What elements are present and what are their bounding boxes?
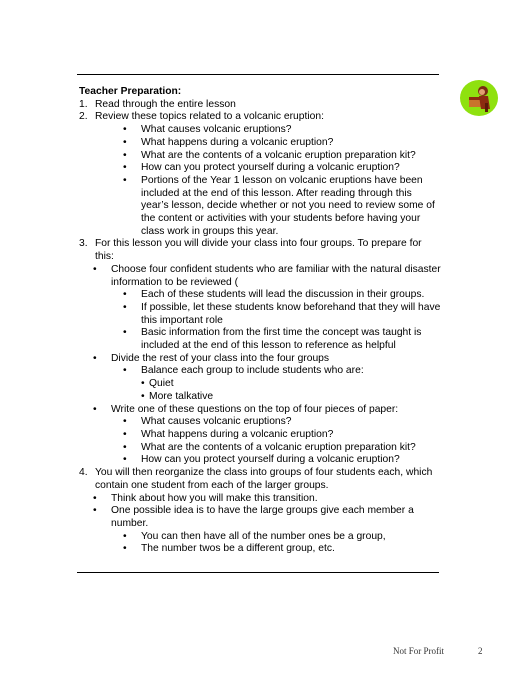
bullet-marker: • — [123, 149, 127, 161]
item-text: Divide the rest of your class into the four groups — [111, 352, 330, 364]
list-item — [79, 365, 441, 378]
list-item — [79, 404, 441, 417]
page-number: 2 — [478, 646, 483, 656]
bullet-marker: • — [123, 124, 127, 136]
list-item — [79, 175, 441, 239]
list-item — [79, 416, 441, 429]
item-text: One possible idea is to have the large groups give each member a number. — [111, 505, 414, 529]
list-item — [79, 493, 441, 506]
list-item — [79, 302, 441, 327]
bullet-marker: • — [123, 289, 127, 301]
list-item — [79, 124, 441, 137]
bullet-marker: • — [123, 530, 127, 542]
list-item — [79, 391, 441, 404]
bullet-marker: • — [123, 136, 127, 148]
list-item — [79, 531, 441, 544]
item-text: Basic information from the first time the concept was taught is included at the end of this lesson to reference as helpful — [141, 327, 422, 352]
list-item — [79, 353, 441, 366]
bullet-marker: • — [93, 403, 97, 415]
item-text: For this lesson you will divide your class into four groups. To prepare for this: — [95, 238, 422, 263]
item-text: What causes volcanic eruptions? — [141, 124, 292, 136]
teacher-preparation-section — [79, 86, 441, 556]
bullet-marker: • — [141, 390, 145, 402]
list-item — [79, 238, 441, 263]
list-item — [79, 543, 441, 556]
list-item — [79, 505, 441, 530]
bullet-marker: • — [93, 263, 97, 275]
item-number: 1. — [79, 98, 88, 110]
bullet-marker: • — [93, 505, 97, 517]
preparation-list — [79, 99, 441, 556]
bullet-marker: • — [123, 301, 127, 313]
footer-label: Not For Profit — [393, 646, 445, 656]
item-text: You can then have all of the number ones be a group, — [141, 530, 386, 542]
teacher-clipart-icon — [459, 79, 499, 117]
item-text: Write one of these questions on the top of four pieces of paper: — [111, 403, 399, 415]
bottom-rule — [77, 572, 439, 573]
list-item — [79, 454, 441, 467]
list-item — [79, 327, 441, 352]
item-text: What happens during a volcanic eruption? — [141, 428, 334, 440]
item-text: How can you protect yourself during a volcanic eruption? — [141, 454, 400, 466]
item-text: What are the contents of a volcanic eruption preparation kit? — [141, 441, 416, 453]
list-item — [79, 429, 441, 442]
bullet-marker: • — [123, 454, 127, 466]
item-text: Quiet — [149, 378, 174, 390]
list-item — [79, 467, 441, 492]
bullet-marker: • — [141, 378, 145, 390]
top-rule — [77, 74, 439, 75]
list-item — [79, 378, 441, 391]
item-text: If possible, let these students know beforehand that they will have this important role — [141, 301, 441, 326]
list-item — [79, 442, 441, 455]
item-text: Review these topics related to a volcanic eruption: — [95, 111, 324, 123]
bullet-marker: • — [123, 327, 127, 339]
item-text: Read through the entire lesson — [95, 98, 236, 110]
item-text: How can you protect yourself during a volcanic eruption? — [141, 162, 400, 174]
item-number: 3. — [79, 238, 88, 250]
list-item — [79, 289, 441, 302]
list-item — [79, 162, 441, 175]
item-text: What happens during a volcanic eruption? — [141, 136, 334, 148]
item-number: 4. — [79, 467, 88, 479]
item-text: Think about how you will make this transition. — [111, 492, 318, 504]
item-text: Portions of the Year 1 lesson on volcanic eruptions have been included at the end of this lesson. After reading through this year’s lesson, decide whether or not you need to review some of the content or activities with your students before having your class work in groups this year. — [141, 174, 435, 237]
item-number: 2. — [79, 111, 88, 123]
list-item — [79, 99, 441, 112]
bullet-marker: • — [93, 492, 97, 504]
item-text: Each of these students will lead the discussion in their groups. — [141, 289, 425, 301]
section-heading: Teacher Preparation: — [79, 86, 182, 97]
bullet-marker: • — [123, 441, 127, 453]
list-item — [79, 111, 441, 124]
list-item — [79, 150, 441, 163]
bullet-marker: • — [123, 428, 127, 440]
item-text: What causes volcanic eruptions? — [141, 416, 292, 428]
bullet-marker: • — [123, 543, 127, 555]
list-item — [79, 264, 441, 289]
item-text: You will then reorganize the class into groups of four students each, which contain one student from each of the larger groups. — [95, 467, 433, 491]
item-text: Balance each group to include students who are: — [141, 365, 364, 377]
item-text: The number twos be a different group, etc. — [141, 543, 335, 555]
item-text: Choose four confident students who are familiar with the natural disaster information to be reviewed ( — [111, 263, 441, 288]
bullet-marker: • — [123, 365, 127, 377]
bullet-marker: • — [93, 352, 97, 364]
bullet-marker: • — [123, 416, 127, 428]
item-text: More talkative — [149, 390, 214, 402]
bullet-marker: • — [123, 162, 127, 174]
item-text: What are the contents of a volcanic eruption preparation kit? — [141, 149, 416, 161]
list-item — [79, 137, 441, 150]
bullet-marker: • — [123, 174, 127, 186]
